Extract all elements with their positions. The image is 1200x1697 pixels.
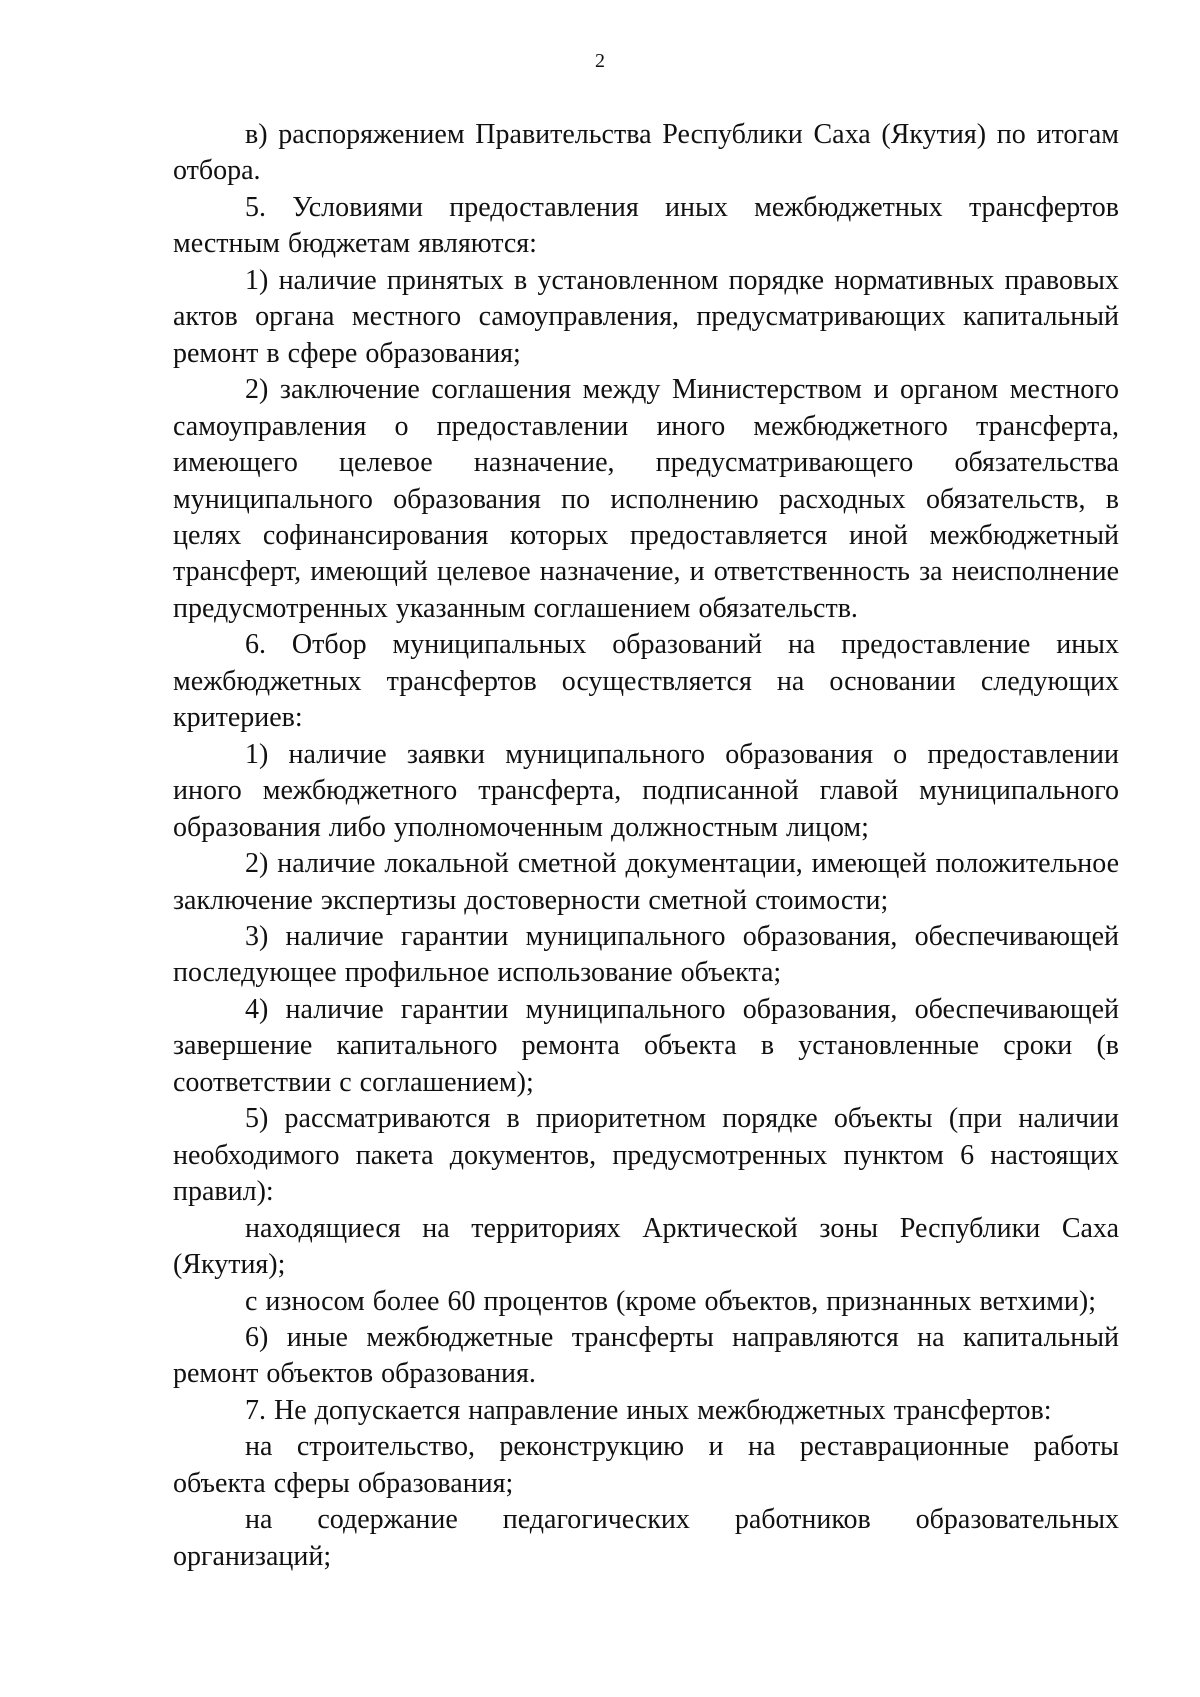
paragraph-7-construction: на строительство, реконструкцию и на реставрационные работы объекта сферы образования; xyxy=(173,1431,1119,1499)
page-number: 2 xyxy=(595,50,605,72)
paragraph-item-v: в) распоряжением Правительства Республики Саха (Якутия) по итогам отбора. xyxy=(173,119,1119,187)
paragraph-6-selection: 6. Отбор муниципальных образований на предоставление иных межбюджетных трансфертов осуществляется на основании следующих критериев: xyxy=(173,629,1119,734)
paragraph-6-5: 5) рассматриваются в приоритетном порядке объекты (при наличии необходимого пакета документов, предусмотренных пунктом 6 настоящих правил): xyxy=(173,1103,1119,1208)
paragraph-6-5-arctic: находящиеся на территориях Арктической зоны Республики Саха (Якутия); xyxy=(173,1212,1119,1281)
paragraph-6-5-wear: с износом более 60 процентов (кроме объектов, признанных ветхими); xyxy=(245,1285,1096,1317)
paragraph-7-staff: на содержание педагогических работников образовательных организаций; xyxy=(173,1504,1119,1572)
paragraph-6-1: 1) наличие заявки муниципального образования о предоставлении иного межбюджетного трансферта, подписанной главой муниципального образования либо уполномоченным должностным лицом; xyxy=(173,738,1119,843)
paragraph-6-2: 2) наличие локальной сметной документации, имеющей положительное заключение экспертизы достоверности сметной стоимости; xyxy=(173,848,1119,916)
paragraph-6-6: 6) иные межбюджетные трансферты направляются на капитальный ремонт объектов образования. xyxy=(173,1321,1119,1390)
paragraph-7-prohibition: 7. Не допускается направление иных межбюджетных трансфертов: xyxy=(245,1394,1052,1426)
paragraph-5-conditions: 5. Условиями предоставления иных межбюджетных трансфертов местным бюджетам являются: xyxy=(173,191,1119,260)
paragraph-6-4: 4) наличие гарантии муниципального образования, обеспечивающей завершение капитального ремонта объекта в установленные сроки (в соответствии с соглашением); xyxy=(173,993,1119,1098)
paragraph-5-2: 2) заключение соглашения между Министерством и органом местного самоуправления о предоставлении иного межбюджетного трансферта, имеющего целевое назначение, предусматривающего обязательства муниципального образования по исполнению расходных обязательств, в целях софинансирования которых предоставляется иной межбюджетный трансферт, имеющий целевое назначение, и ответственность за неисполнение предусмотренных указанным соглашением обязательств. xyxy=(173,374,1119,624)
document-body xyxy=(173,117,1119,1575)
paragraph-6-3: 3) наличие гарантии муниципального образования, обеспечивающей последующее профильное использование объекта; xyxy=(173,920,1119,989)
paragraph-5-1: 1) наличие принятых в установленном порядке нормативных правовых актов органа местного самоуправления, предусматривающих капитальный ремонт в сфере образования; xyxy=(173,264,1119,369)
